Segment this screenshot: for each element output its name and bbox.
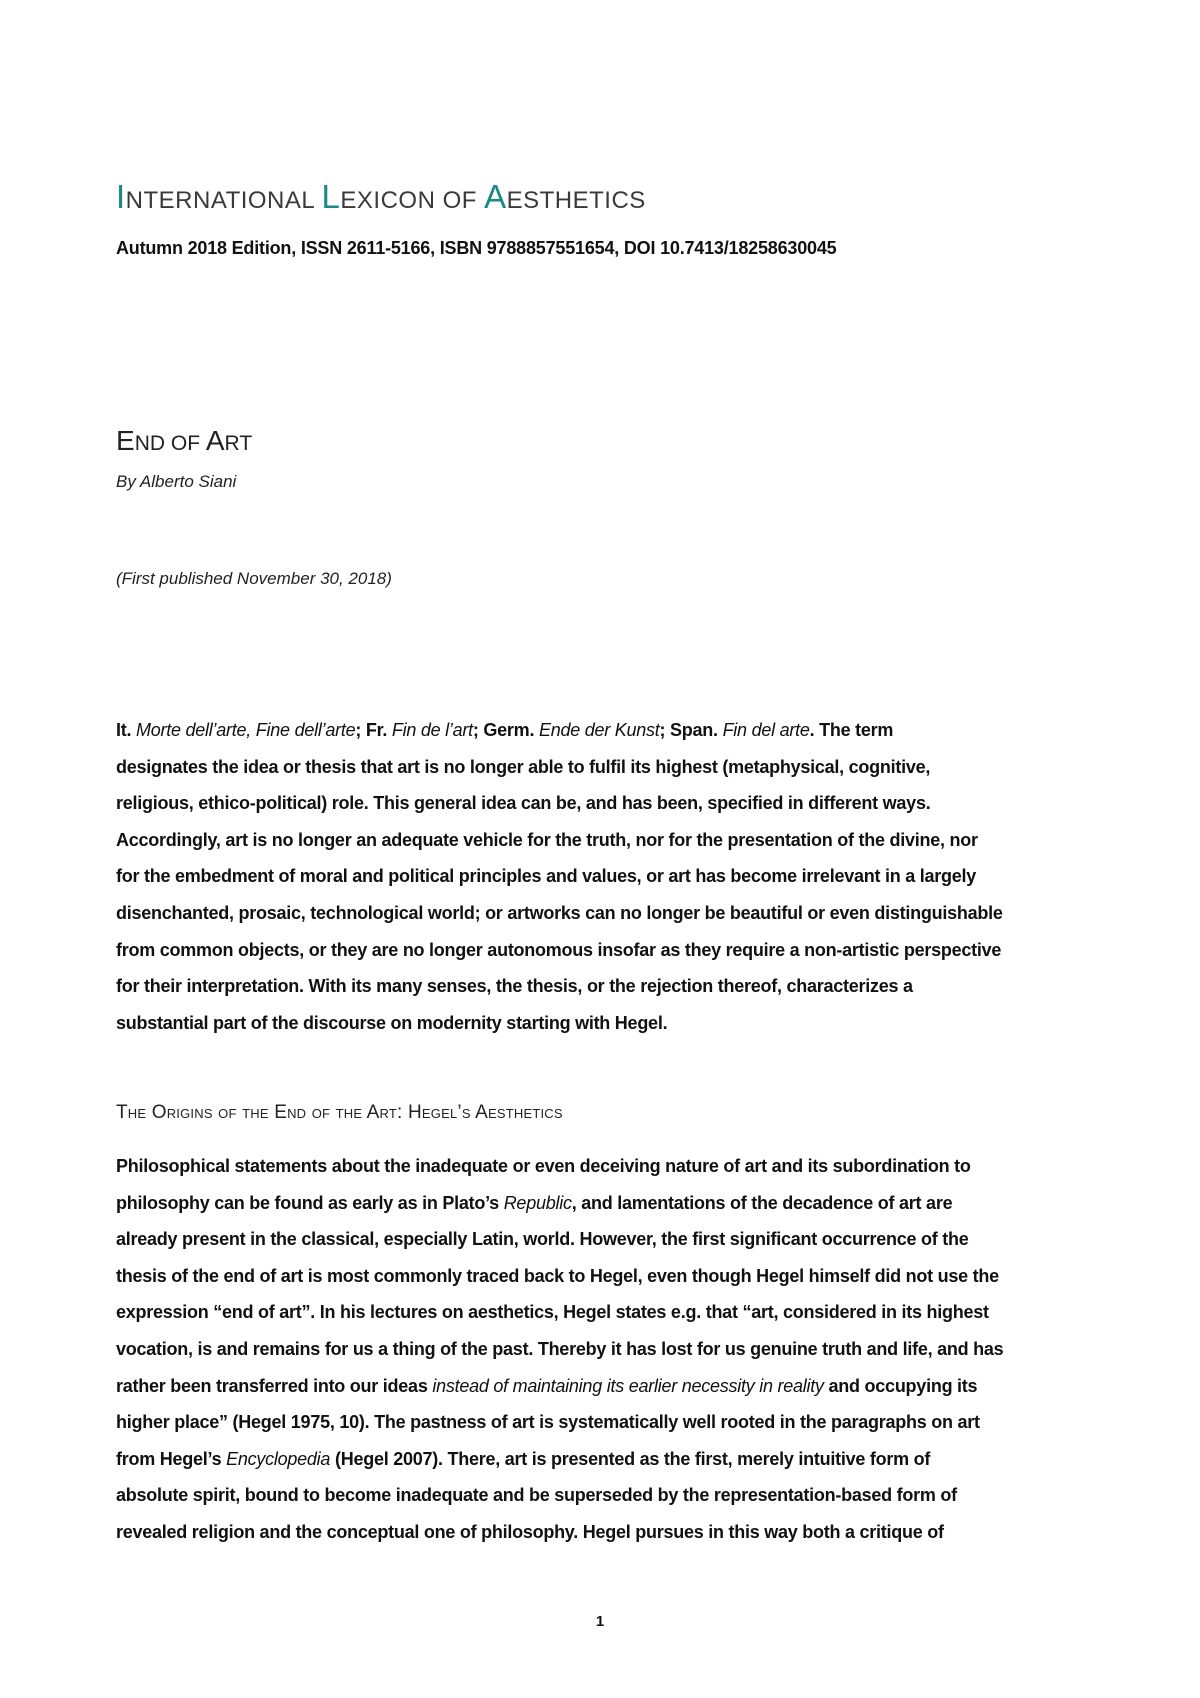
- text-run: . The term: [809, 720, 894, 740]
- text-run: higher place” (Hegel 1975, 10). The pastness of art is systematically well rooted in the paragraphs on art: [116, 1412, 980, 1433]
- article-title-initial-a: A: [205, 425, 225, 456]
- text-run: and occupying its: [823, 1375, 978, 1396]
- text-run: rather been transferred into our ideas: [116, 1375, 433, 1396]
- article-title: [116, 425, 252, 457]
- section-paragraph: [116, 1148, 1106, 1551]
- section-line: [116, 1258, 1106, 1295]
- section-line: [116, 1368, 1106, 1405]
- text-run: disenchanted, prosaic, technological world; or artworks can no longer be beautiful or even distinguishable: [116, 902, 1003, 923]
- journal-title: [116, 178, 646, 216]
- text-run: absolute spirit, bound to become inadequate and be superseded by the representation-based form of: [116, 1485, 957, 1506]
- article-title-part-nd-of: ND OF: [134, 432, 206, 455]
- intro-line: [116, 822, 1106, 859]
- section-line: [116, 1477, 1106, 1514]
- section-line: [116, 1514, 1106, 1551]
- text-run: already present in the classical, especially Latin, world. However, the first significant occurrence of the: [116, 1229, 969, 1250]
- journal-title-initial-a: A: [484, 178, 507, 215]
- text-run: expression “end of art”. In his lectures on aesthetics, Hegel states e.g. that “art, considered in its highest: [116, 1302, 989, 1323]
- text-run: religious, ethico-political) role. This general idea can be, and has been, specified in different ways.: [116, 793, 931, 814]
- intro-line: [116, 749, 1106, 786]
- intro-line: [116, 1005, 1106, 1042]
- intro-line: [116, 932, 1106, 969]
- journal-title-part-international: NTERNATIONAL: [125, 187, 322, 214]
- text-run: Accordingly, art is no longer an adequate vehicle for the truth, nor for the presentation of the divine, nor: [116, 829, 978, 850]
- text-run: It.: [116, 720, 136, 740]
- author-byline: By Alberto Siani: [116, 472, 237, 491]
- intro-line: [116, 858, 1106, 895]
- text-run: vocation, is and remains for us a thing of the past. Thereby it has lost for us genuine truth and life, and has: [116, 1338, 1004, 1359]
- text-run: for their interpretation. With its many senses, the thesis, or the rejection thereof, characterizes a: [116, 976, 913, 997]
- section-line: [116, 1294, 1106, 1331]
- italic-term: Morte dell’arte, Fine dell’arte: [136, 720, 356, 740]
- journal-title-initial-i: I: [116, 178, 126, 215]
- text-run: (Hegel 2007). There, art is presented as the first, merely intuitive form of: [330, 1448, 931, 1469]
- italic-term: instead of maintaining its earlier necessity in reality: [432, 1375, 824, 1396]
- journal-title-part-esthetics: ESTHETICS: [506, 187, 646, 214]
- text-run: ; Germ.: [472, 720, 539, 740]
- text-run: ; Span.: [659, 720, 723, 740]
- section-line: [116, 1331, 1106, 1368]
- intro-line: [116, 712, 1106, 749]
- section-line: [116, 1441, 1106, 1478]
- text-run: substantial part of the discourse on modernity starting with Hegel.: [116, 1012, 668, 1033]
- intro-paragraph: [116, 712, 1106, 1041]
- intro-line: [116, 895, 1106, 932]
- italic-term: Fin de l’art: [391, 720, 473, 740]
- text-run: for the embedment of moral and political principles and values, or art has become irrelevant in a largely: [116, 866, 977, 887]
- text-run: thesis of the end of art is most commonly traced back to Hegel, even though Hegel himself did not use the: [116, 1265, 999, 1286]
- italic-term: Encyclopedia: [226, 1448, 331, 1469]
- section-line: [116, 1148, 1106, 1185]
- italic-term: Republic: [503, 1192, 572, 1213]
- journal-title-part-lexicon: EXICON OF: [340, 187, 485, 214]
- section-line: [116, 1185, 1106, 1222]
- intro-line: [116, 785, 1106, 822]
- italic-term: Fin del arte: [722, 720, 810, 740]
- section-line: [116, 1221, 1106, 1258]
- section-line: [116, 1404, 1106, 1441]
- text-run: from Hegel’s: [116, 1448, 227, 1469]
- text-run: ; Fr.: [355, 720, 392, 740]
- article-title-initial-e: E: [116, 425, 135, 456]
- journal-title-initial-l: L: [321, 178, 341, 215]
- text-run: Philosophical statements about the inadequate or even deceiving nature of art and its subordination to: [116, 1156, 971, 1176]
- text-run: designates the idea or thesis that art is no longer able to fulfil its highest (metaphysical, cognitive,: [116, 756, 931, 777]
- intro-line: [116, 968, 1106, 1005]
- page-number: 1: [595, 1613, 605, 1630]
- text-run: revealed religion and the conceptual one of philosophy. Hegel pursues in this way both a critique of: [116, 1521, 944, 1542]
- text-run: from common objects, or they are no longer autonomous insofar as they require a non-artistic perspective: [116, 939, 1002, 960]
- italic-term: Ende der Kunst: [538, 720, 660, 740]
- publication-date: (First published November 30, 2018): [116, 569, 392, 588]
- text-run: , and lamentations of the decadence of art are: [571, 1192, 953, 1213]
- text-run: philosophy can be found as early as in Plato’s: [116, 1192, 504, 1213]
- article-title-part-rt: RT: [224, 432, 253, 455]
- edition-info: Autumn 2018 Edition, ISSN 2611-5166, ISBN 9788857551654, DOI 10.7413/18258630045: [116, 238, 837, 258]
- section-heading: The Origins of the End of the Art: Hegel’s Aesthetics: [116, 1102, 563, 1123]
